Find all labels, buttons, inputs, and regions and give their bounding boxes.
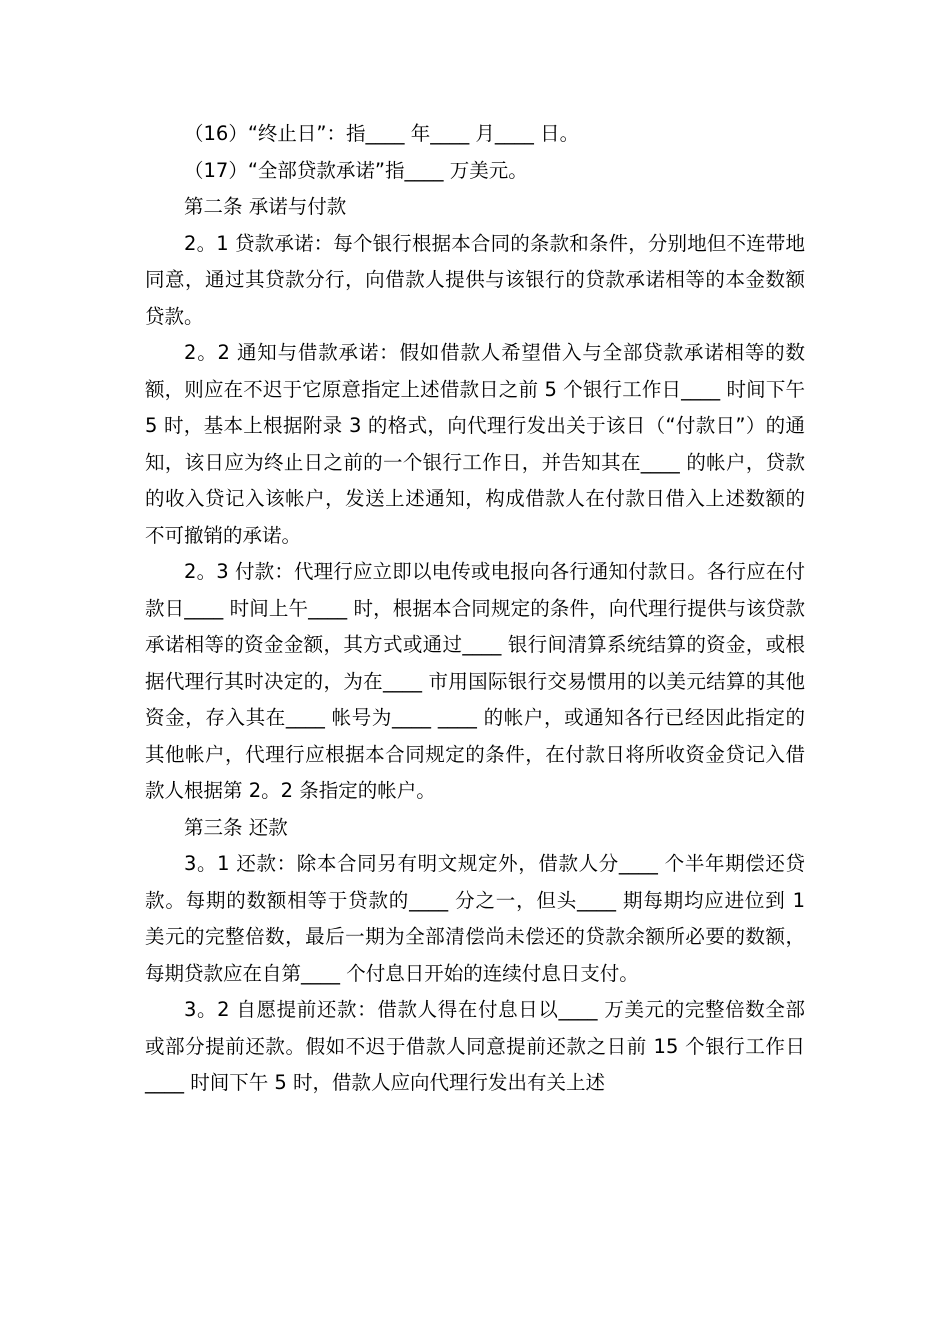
definition-17: （17）“全部贷款承诺”指____ 万美元。 bbox=[184, 158, 528, 182]
article-3-heading: 第三条 还款 bbox=[184, 815, 288, 839]
clause-3-1: 3。1 还款：除本合同另有明文规定外，借款人分____ 个半年期偿还贷款。每期的数额相等于贷款的____ 分之一，但头____ 期每期均应进位到 1 美元的完整倍数，最后一期为全部清偿尚未偿还的贷款余额所必要的数额，每期贷款应在自第____ 个付息日开始的连续付息日支付。 bbox=[145, 852, 805, 985]
clause-3-2: 3。2 自愿提前还款：借款人得在付息日以____ 万美元的完整倍数全部或部分提前还款。假如不迟于借款人同意提前还款之日前 15 个银行工作日____ 时间下午 5 时，借款人应向代理行发出有关上述 bbox=[145, 998, 805, 1094]
clause-2-3: 2。3 付款：代理行应立即以电传或电报向各行通知付款日。各行应在付款日____ 时间上午____ 时，根据本合同规定的条件，向代理行提供与该贷款承诺相等的资金金额，其方式或通过____ 银行间清算系统结算的资金，或根据代理行其时决定的，为在____ 市用国际银行交易惯用的以美元结算的其他资金，存入其在____ 帐号为____ ____ 的帐户，或通知各行已经因此指定的其他帐户，代理行应根据本合同规定的条件，在付款日将所收资金贷记入借款人根据第 2。2 条指定的帐户。 bbox=[145, 560, 805, 802]
definition-16: （16）“终止日”：指____ 年____ 月____ 日。 bbox=[184, 122, 580, 145]
article-2-heading: 第二条 承诺与付款 bbox=[184, 195, 347, 218]
document-body bbox=[145, 116, 805, 1102]
clause-2-1: 2。1 贷款承诺：每个银行根据本合同的条款和条件，分别地但不连带地同意，通过其贷款分行，向借款人提供与该银行的贷款承诺相等的本金数额贷款。 bbox=[145, 231, 805, 328]
clause-2-2: 2。2 通知与借款承诺：假如借款人希望借入与全部贷款承诺相等的数额，则应在不迟于它原意指定上述借款日之前 5 个银行工作日____ 时间下午 5 时，基本上根据附录 3 的格式，向代理行发出关于该日（“付款日”）的通知，该日应为终止日之前的一个银行工作日，并告知其在____ 的帐户，贷款的收入贷记入该帐户，发送上述通知，构成借款人在付款日借入上述数额的不可撤销的承诺。 bbox=[145, 341, 805, 547]
